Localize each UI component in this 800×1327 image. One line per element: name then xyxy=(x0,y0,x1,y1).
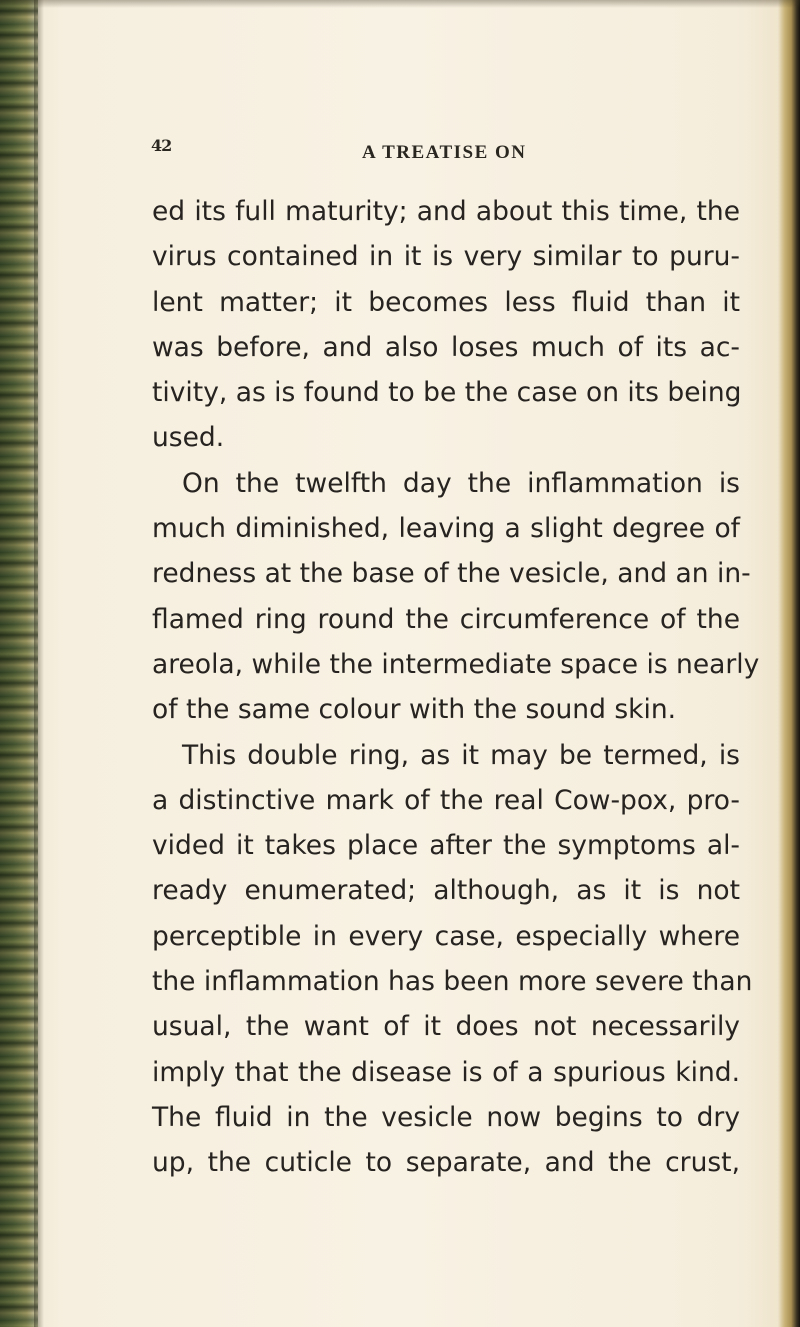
text-line: was before, and also loses much of its ac- xyxy=(152,331,740,363)
text-line: areola, while the intermediate space is nearly xyxy=(152,648,760,680)
text-line: ed its full maturity; and about this time, the xyxy=(152,196,740,227)
text-line: used. xyxy=(152,422,225,454)
paragraph-start-line: On the twelfth day the inflammation is xyxy=(182,467,740,499)
text-line: virus contained in it is very similar to puru- xyxy=(152,241,740,273)
running-head: A TREATISE ON xyxy=(362,142,527,163)
text-line: of the same colour with the sound skin. xyxy=(152,694,677,726)
page-number: 42 xyxy=(151,136,172,155)
text-line: up, the cuticle to separate, and the crust, xyxy=(152,1147,740,1179)
page-edge xyxy=(778,0,800,1327)
text-line: usual, the want of it does not necessarily xyxy=(152,1011,740,1043)
page-top-shadow xyxy=(0,0,800,8)
text-line: imply that the disease is of a spurious kind. xyxy=(152,1056,740,1088)
text-line: redness at the base of the vesicle, and an in- xyxy=(152,558,751,590)
paragraph-start-line: This double ring, as it may be termed, is xyxy=(182,739,740,771)
page-header xyxy=(0,136,800,176)
body-text xyxy=(152,189,760,1186)
text-line: the inflammation has been more severe than xyxy=(152,966,753,998)
text-line: a distinctive mark of the real Cow-pox, pro- xyxy=(152,784,740,816)
book-binding xyxy=(0,0,38,1327)
text-line: lent matter; it becomes less fluid than it xyxy=(152,286,740,318)
text-line: perceptible in every case, especially where xyxy=(152,920,740,952)
text-line: ready enumerated; although, as it is not xyxy=(152,875,740,907)
text-line: The fluid in the vesicle now begins to dry xyxy=(152,1101,740,1133)
binding-shadow xyxy=(34,0,44,1327)
text-line: flamed ring round the circumference of the xyxy=(152,603,740,635)
text-line: tivity, as is found to be the case on its being xyxy=(152,377,742,409)
text-line: vided it takes place after the symptoms al- xyxy=(152,830,740,862)
text-line: much diminished, leaving a slight degree of xyxy=(152,513,740,545)
